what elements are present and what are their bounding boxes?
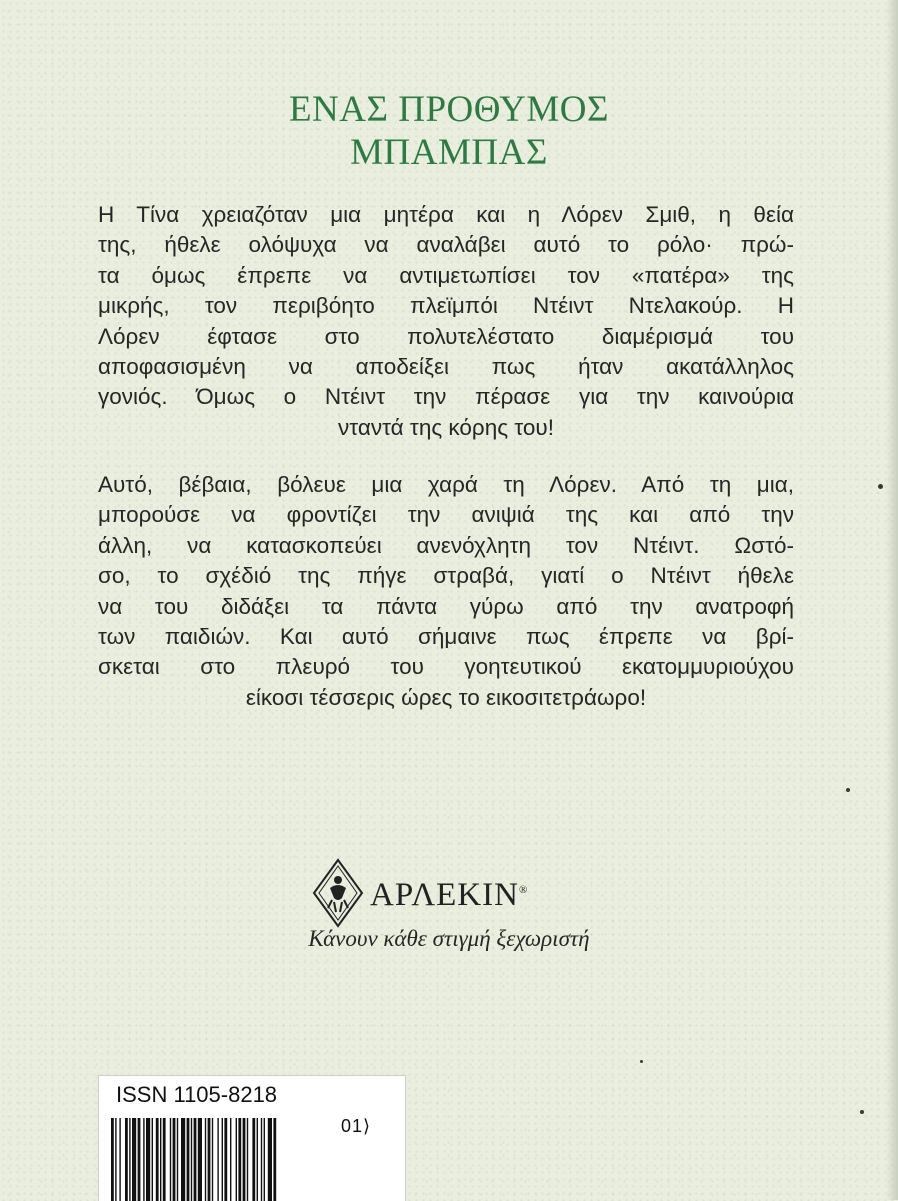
barcode-bar: [170, 1118, 171, 1201]
barcode-bar: [252, 1118, 255, 1201]
blurb-line: σκεται στο πλευρό του γοητευτικού εκατομμυριούχου: [98, 654, 794, 680]
barcode-bar: [212, 1118, 213, 1201]
barcode-bar: [217, 1118, 218, 1201]
issue-code: 01⟩: [341, 1116, 372, 1136]
book-title-line-2: ΜΠΑΜΠΑΣ: [350, 132, 548, 173]
barcode-bar: [238, 1118, 241, 1201]
barcode-bar: [132, 1118, 136, 1201]
blurb-line: άλλη, να κατασκοπεύει ανενόχλητη τον Ντέιντ. Ωστό-: [98, 532, 794, 558]
barcode-bar: [247, 1118, 248, 1201]
barcode-bar: [264, 1118, 265, 1201]
barcode-bar: [156, 1118, 159, 1201]
paper-speck: [640, 1060, 643, 1063]
page-edge: [886, 0, 898, 1200]
barcode-bar: [163, 1118, 166, 1201]
blurb-paragraph-2: [98, 470, 794, 713]
barcode-bar: [273, 1118, 276, 1201]
barcode-bar: [125, 1118, 128, 1201]
barcode-bar: [230, 1118, 231, 1201]
barcode-bar: [177, 1118, 178, 1201]
barcode-bar: [224, 1118, 227, 1201]
blurb-line: Λόρεν έφτασε στο πολυτελέστατο διαμέρισμά του: [98, 323, 794, 349]
publisher-name: ΑΡΛΕΚΙΝ®: [370, 876, 529, 913]
barcode-icon: [109, 1118, 339, 1201]
barcode-bar: [257, 1118, 258, 1201]
blurb-line: τα όμως έπρεπε να αντιμετωπίσει τον «πατέρα» της: [98, 262, 794, 288]
barcode-bar: [194, 1118, 197, 1201]
paper-speck: [878, 484, 883, 489]
blurb-line: της, ήθελε ολόψυχα να αναλάβει αυτό το ρόλο· πρώ-: [98, 232, 794, 258]
publisher-slogan: Κάνουν κάθε στιγμή ξεχωριστή: [308, 926, 590, 951]
barcode-bar: [198, 1118, 202, 1201]
blurb-line: Η Τίνα χρειαζόταν μια μητέρα και η Λόρεν Σμιθ, η θεία: [98, 202, 794, 227]
paper-speck: [860, 1110, 864, 1114]
blurb-line: σο, το σχέδιό της πήγε στραβά, γιατί ο Ντέιντ ήθελε: [98, 563, 794, 589]
barcode-bar: [115, 1118, 116, 1201]
blurb-line: Αυτό, βέβαια, βόλευε μια χαρά τη Λόρεν. Από τη μια,: [98, 472, 794, 497]
barcode-bar: [111, 1118, 114, 1201]
barcode-bar: [208, 1118, 211, 1201]
barcode-bar: [191, 1118, 192, 1201]
paper-speck: [846, 788, 850, 792]
barcode-bar: [143, 1118, 144, 1201]
blurb-line: μικρής, τον περιβόητο πλεϊμπόι Ντέιντ Ντελακούρ. Η: [98, 293, 794, 319]
barcode-bar: [181, 1118, 185, 1201]
barcode-bar: [187, 1118, 190, 1201]
blurb-line: αποφασισμένη να αποδείξει πως ήταν ακατάλληλος: [98, 354, 794, 380]
barcode-bar: [173, 1118, 176, 1201]
book-title: [0, 88, 898, 174]
blurb-line: των παιδιών. Και αυτό σήμαινε πως έπρεπε να βρί-: [98, 624, 794, 650]
blurb-line: είκοσι τέσσερις ώρες το εικοσιτετράωρο!: [245, 684, 647, 710]
blurb-line: μπορούσε να φροντίζει την ανιψιά της και από την: [98, 502, 794, 528]
barcode-bar: [268, 1118, 272, 1201]
barcode-bar: [236, 1118, 237, 1201]
blurb-line: νταντά της κόρης του!: [338, 414, 554, 440]
barcode-bar: [160, 1118, 161, 1201]
barcode-bar: [243, 1118, 246, 1201]
barcode-bar: [261, 1118, 262, 1201]
publisher-logo: [312, 858, 528, 928]
registered-mark: ®: [518, 883, 529, 896]
barcode-bar: [119, 1118, 120, 1201]
barcode-bar: [129, 1118, 130, 1201]
barcode-bar: [152, 1118, 153, 1201]
barcode-bar: [146, 1118, 150, 1201]
blurb-line: να του διδάξει τα πάντα γύρω από την ανατροφή: [98, 593, 794, 619]
issn-number: ISSN 1105-8218: [116, 1082, 278, 1107]
barcode-bar: [138, 1118, 141, 1201]
blurb-paragraph-1: [98, 200, 794, 443]
book-title-line-1: ΕΝΑΣ ΠΡΟΘΥΜΟΣ: [288, 89, 610, 130]
barcode-bar: [222, 1118, 223, 1201]
blurb-line: γονιός. Όμως ο Ντέιντ την πέρασε για την καινούρια: [98, 384, 794, 410]
barcode-bar: [205, 1118, 206, 1201]
harlequin-diamond-icon: [312, 858, 364, 928]
barcode-panel: [98, 1075, 406, 1201]
